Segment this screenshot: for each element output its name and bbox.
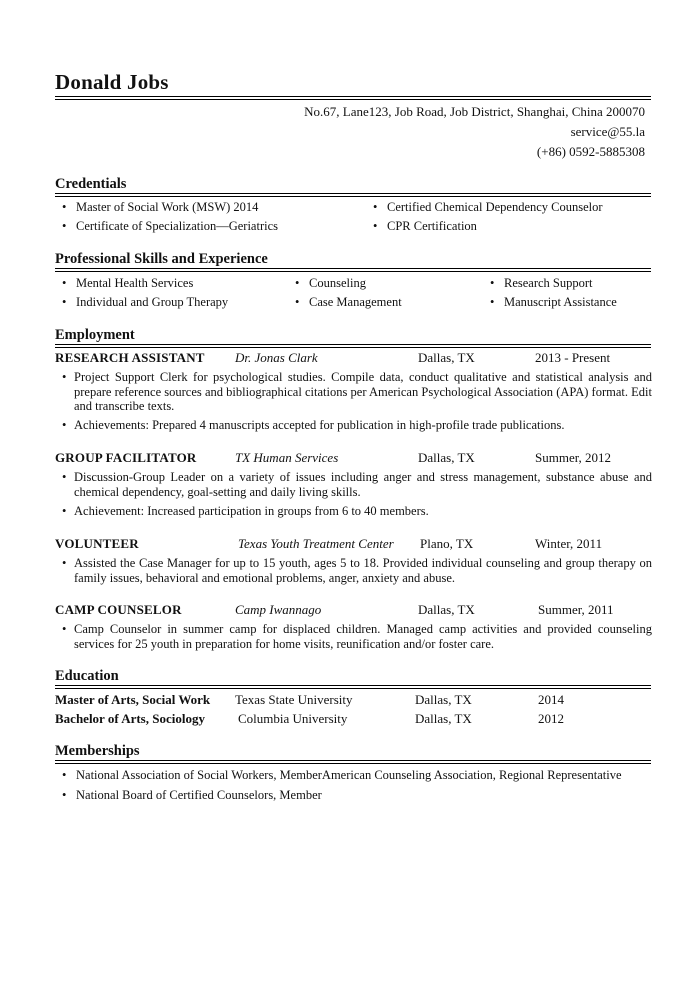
bullet-icon: • (62, 219, 67, 233)
job-header (55, 350, 651, 366)
job-header (55, 602, 651, 618)
job-title: GROUP FACILITATOR (55, 450, 197, 465)
bullet-icon: • (490, 295, 495, 309)
skill-item: • Research Support (490, 276, 593, 290)
contact-email: service@55.la (570, 124, 645, 139)
section-divider (55, 268, 651, 272)
education-location: Dallas, TX (415, 692, 472, 707)
education-year: 2014 (538, 692, 564, 707)
skill-item: • Individual and Group Therapy (62, 295, 229, 309)
header-divider (55, 96, 651, 100)
bullet-icon: • (62, 200, 67, 214)
bullet-icon: • (62, 622, 67, 636)
bullet-icon: • (62, 418, 67, 432)
section-title-skills: Professional Skills and Experience (55, 251, 268, 267)
skill-item: • Case Management (295, 295, 402, 309)
bullet-icon: • (62, 295, 67, 309)
section-title-credentials: Credentials (55, 176, 127, 192)
job-organization: Camp Iwannago (235, 602, 322, 617)
bullet-icon: • (295, 276, 300, 290)
job-bullet: • Achievement: Increased participation in groups from 6 to 40 members. (62, 504, 429, 518)
section-title-education: Education (55, 668, 119, 684)
bullet-icon: • (373, 200, 378, 214)
job-bullet: • Assisted the Case Manager for up to 15 youth, ages 5 to 18. Provided individual counseling and group therapy on family issues, behavioral and emotional problems, anger, anxiety and abuse. (62, 556, 652, 585)
section-divider (55, 344, 651, 348)
job-bullet: • Achievements: Prepared 4 manuscripts accepted for publication in high-profile trade publications. (62, 418, 565, 432)
job-location: Dallas, TX (418, 350, 475, 365)
job-location: Plano, TX (420, 536, 474, 551)
job-location: Dallas, TX (418, 602, 475, 617)
job-organization: TX Human Services (235, 450, 339, 465)
credential-item: • Certified Chemical Dependency Counselor (373, 200, 603, 214)
membership-item: • National Board of Certified Counselors, Member (62, 788, 322, 802)
education-row (55, 711, 651, 727)
credential-item: • CPR Certification (373, 219, 477, 233)
skill-item: • Counseling (295, 276, 366, 290)
bullet-icon: • (62, 788, 67, 802)
bullet-icon: • (62, 768, 67, 782)
job-date: Winter, 2011 (535, 536, 603, 551)
bullet-icon: • (62, 276, 67, 290)
job-header (55, 536, 651, 552)
education-degree: Bachelor of Arts, Sociology (55, 711, 205, 726)
education-year: 2012 (538, 711, 564, 726)
skill-item: • Mental Health Services (62, 276, 194, 290)
bullet-icon: • (295, 295, 300, 309)
job-title: VOLUNTEER (55, 536, 139, 551)
bullet-icon: • (62, 470, 67, 484)
job-title: RESEARCH ASSISTANT (55, 350, 205, 365)
section-title-employment: Employment (55, 327, 135, 343)
education-school: Texas State University (235, 692, 353, 707)
membership-item: • National Association of Social Workers, MemberAmerican Counseling Association, Regional Representative (62, 768, 622, 782)
job-organization: Dr. Jonas Clark (235, 350, 318, 365)
job-header (55, 450, 651, 466)
bullet-icon: • (62, 556, 67, 570)
job-bullet: • Discussion-Group Leader on a variety of issues including anger and stress management, substance abuse and chemical dependency, goal-setting and daily living skills. (62, 470, 652, 499)
job-location: Dallas, TX (418, 450, 475, 465)
job-date: Summer, 2011 (538, 602, 614, 617)
job-organization: Texas Youth Treatment Center (238, 536, 394, 551)
section-divider (55, 685, 651, 689)
job-date: Summer, 2012 (535, 450, 612, 465)
job-title: CAMP COUNSELOR (55, 602, 182, 617)
education-degree: Master of Arts, Social Work (55, 692, 211, 707)
bullet-icon: • (490, 276, 495, 290)
section-divider (55, 193, 651, 197)
contact-address: No.67, Lane123, Job Road, Job District, Shanghai, China 200070 (304, 104, 645, 119)
section-divider (55, 760, 651, 764)
bullet-icon: • (62, 370, 67, 384)
credential-item: • Master of Social Work (MSW) 2014 (62, 200, 259, 214)
job-bullet: • Camp Counselor in summer camp for displaced children. Managed camp activities and provided counseling services for 25 youth in preparation for home visits, reunification and/or foster care. (62, 622, 652, 651)
contact-phone: (+86) 0592-5885308 (536, 144, 645, 159)
job-date: 2013 - Present (535, 350, 611, 365)
skill-item: • Manuscript Assistance (490, 295, 617, 309)
education-row (55, 692, 651, 708)
education-school: Columbia University (238, 711, 348, 726)
credential-item: • Certificate of Specialization—Geriatrics (62, 219, 278, 233)
education-location: Dallas, TX (415, 711, 472, 726)
bullet-icon: • (62, 504, 67, 518)
bullet-icon: • (373, 219, 378, 233)
candidate-name: Donald Jobs (55, 70, 169, 94)
section-title-memberships: Memberships (55, 743, 140, 759)
job-bullet: • Project Support Clerk for psychological studies. Compile data, conduct qualitative and statistical analysis and prepare reference sources and bibliographical citations per American Psychological Association (APA) format. Edit and transcribe texts. (62, 370, 652, 413)
